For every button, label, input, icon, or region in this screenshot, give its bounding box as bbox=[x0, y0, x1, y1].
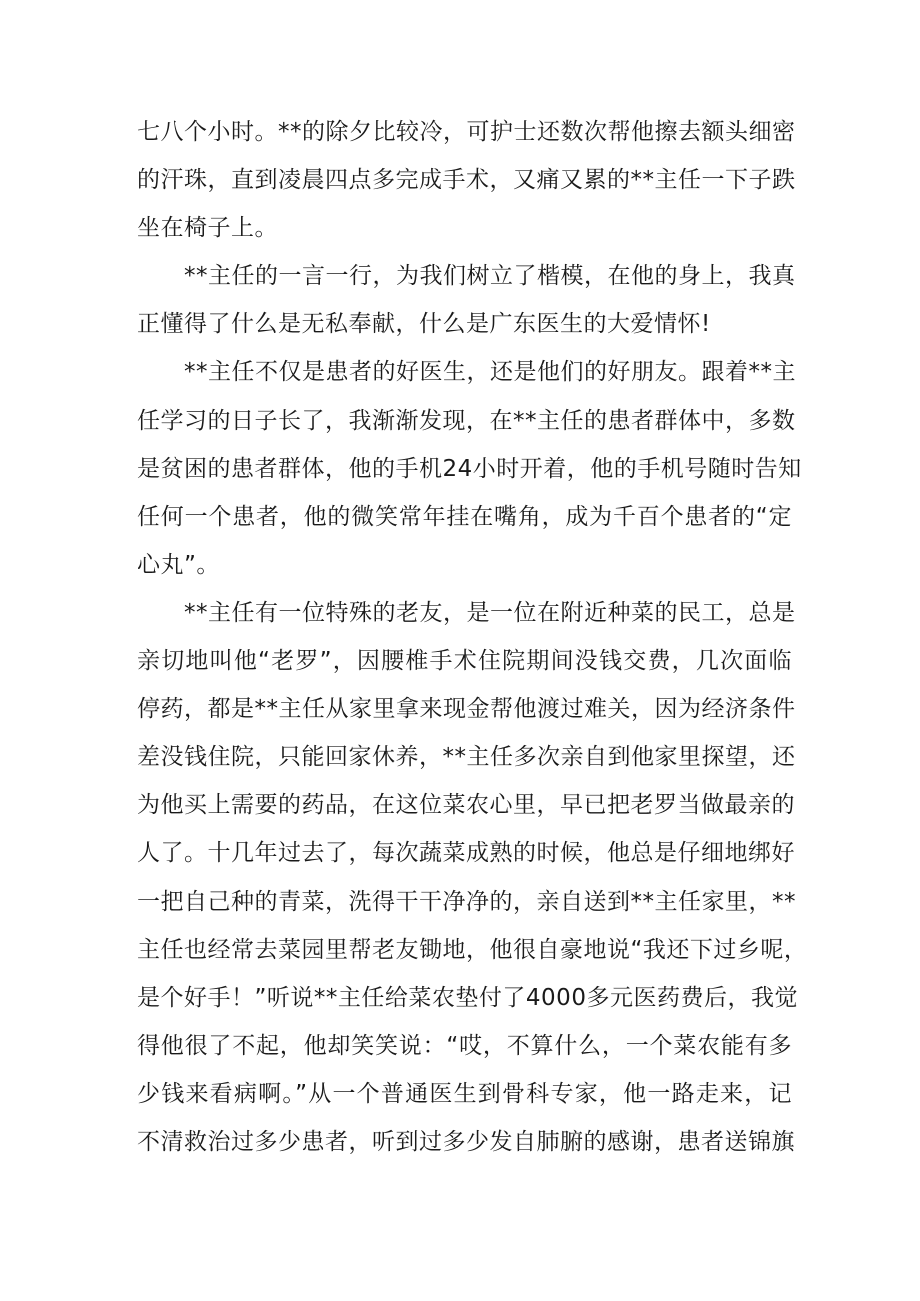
text-line: 一把自己种的青菜，洗得干干净净的，亲自送到**主任家里，** bbox=[137, 888, 796, 915]
text-line: **主任的一言一行，为我们树立了楷模，在他的身上，我真 bbox=[184, 263, 796, 290]
text-line: 亲切地叫他“老罗”，因腰椎手术住院期间没钱交费，几次面临 bbox=[137, 648, 792, 675]
text-line: 得他很了不起，他却笑笑说：“哎，不算什么，一个菜农能有多 bbox=[137, 1032, 792, 1059]
paragraph-4 bbox=[137, 589, 808, 1166]
text-line: **主任不仅是患者的好医生，还是他们的好朋友。跟着**主 bbox=[184, 359, 796, 386]
paragraph-2 bbox=[137, 252, 796, 348]
text-line: 任何一个患者，他的微笑常年挂在嘴角，成为千百个患者的“定 bbox=[137, 503, 792, 530]
text-line: 坐在椅子上。 bbox=[137, 215, 278, 242]
text-line: 是个好手！”听说**主任给菜农垫付了4000多元医药费后，我觉 bbox=[137, 984, 798, 1011]
text-line: 七八个小时。**的除夕比较冷，可护士还数次帮他擦去额头细密 bbox=[137, 119, 796, 145]
paragraph-1 bbox=[137, 108, 796, 252]
body-text bbox=[137, 108, 808, 1166]
text-line: 不清救治过多少患者，听到过多少发自肺腑的感谢，患者送锦旗 bbox=[137, 1128, 795, 1155]
text-line: **主任有一位特殊的老友，是一位在附近种菜的民工，总是 bbox=[184, 599, 796, 626]
text-line: 少钱来看病啊。”从一个普通医生到骨科专家，他一路走来，记 bbox=[137, 1080, 792, 1107]
text-line: 人了。十几年过去了，每次蔬菜成熟的时候，他总是仔细地绑好 bbox=[137, 840, 795, 867]
text-line: 主任也经常去菜园里帮老友锄地，他很自豪地说“我还下过乡呢， bbox=[137, 936, 808, 963]
text-line: 的汗珠，直到凌晨四点多完成手术，又痛又累的**主任一下子跌 bbox=[137, 167, 796, 194]
text-line: 是贫困的患者群体，他的手机24小时开着，他的手机号随时告知 bbox=[137, 455, 802, 482]
text-line: 任学习的日子长了，我渐渐发现，在**主任的患者群体中，多数 bbox=[137, 407, 796, 434]
paragraph-3 bbox=[137, 348, 802, 588]
text-line: 心丸”。 bbox=[137, 551, 220, 578]
text-line: 为他买上需要的药品，在这位菜农心里，早已把老罗当做最亲的 bbox=[137, 792, 795, 819]
text-line: 差没钱住院，只能回家休养，**主任多次亲自到他家里探望，还 bbox=[137, 744, 796, 771]
text-line: 停药，都是**主任从家里拿来现金帮他渡过难关，因为经济条件 bbox=[137, 696, 796, 723]
text-line: 正懂得了什么是无私奉献，什么是广东医生的大爱情怀! bbox=[137, 311, 711, 338]
